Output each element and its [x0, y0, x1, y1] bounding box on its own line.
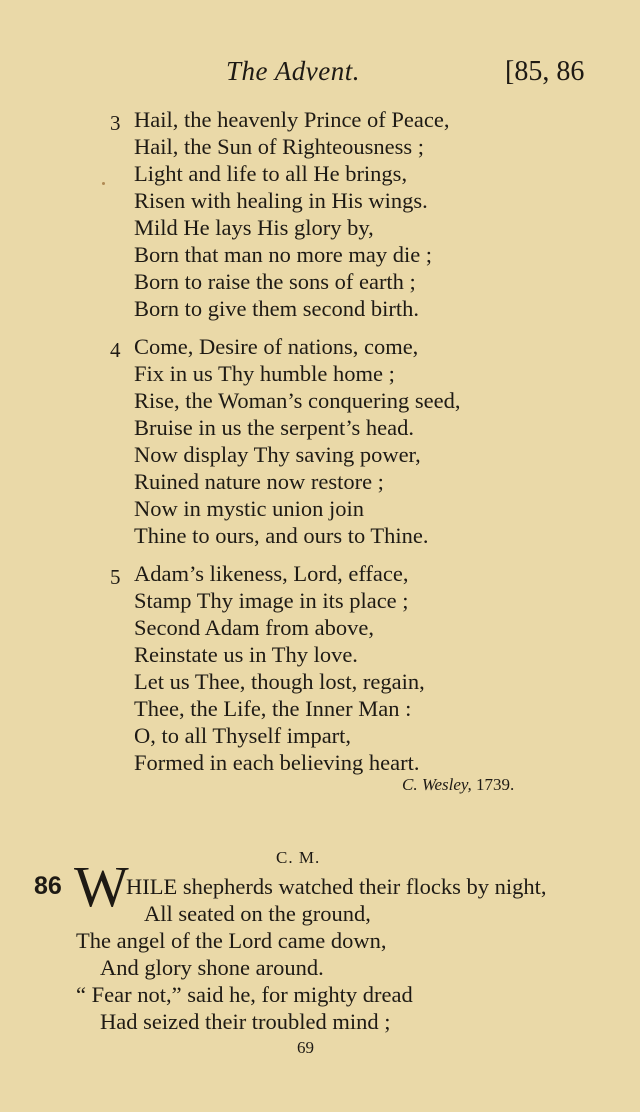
hymn-number: 86 [34, 872, 62, 900]
stanza-number: 3 [110, 111, 121, 135]
meter-label: C. M. [276, 848, 321, 867]
verse-line: Formed in each believing heart. [134, 750, 420, 775]
attribution-year: 1739. [475, 775, 515, 794]
hymn-attribution [402, 775, 514, 795]
verse-line: And glory shone around. [100, 955, 324, 980]
verse-line: Born that man no more may die ; [134, 242, 433, 267]
verse-line: Risen with healing in His wings. [134, 188, 428, 213]
verse-line: Light and life to all He brings, [134, 161, 408, 186]
verse-line: Stamp Thy image in its place ; [134, 588, 409, 613]
running-header-hymn-numbers: [85, 86 [505, 56, 585, 87]
verse-line: Let us Thee, though lost, regain, [134, 669, 425, 694]
verse-line: All seated on the ground, [144, 901, 371, 926]
verse-line: Come, Desire of nations, come, [134, 334, 419, 359]
stanza-number: 5 [110, 565, 121, 589]
verse-line: Adam’s likeness, Lord, efface, [134, 561, 409, 586]
verse-line: Mild He lays His glory by, [134, 215, 374, 240]
running-header-title: The Advent. [226, 56, 360, 86]
verse-line: Second Adam from above, [134, 615, 374, 640]
attribution-author: C. Wesley, [402, 775, 472, 794]
verse-line: Ruined nature now restore ; [134, 469, 384, 494]
verse-line: Reinstate us in Thy love. [134, 642, 358, 667]
verse-line: Bruise in us the serpent’s head. [134, 415, 414, 440]
verse-line: Had seized their troubled mind ; [100, 1009, 391, 1034]
stanza-number: 4 [110, 338, 121, 362]
verse-line: Born to give them second birth. [134, 296, 419, 321]
verse-line: Now display Thy saving power, [134, 442, 421, 467]
verse-line: “ Fear not,” said he, for mighty dread [76, 982, 413, 1007]
paper-speck [102, 182, 105, 185]
page-number: 69 [297, 1038, 314, 1057]
verse-line: Fix in us Thy humble home ; [134, 361, 395, 386]
verse-line: Thee, the Life, the Inner Man : [134, 696, 412, 721]
verse-line: Now in mystic union join [134, 496, 364, 521]
verse-line: Born to raise the sons of earth ; [134, 269, 416, 294]
verse-line: Hail, the Sun of Righteousness ; [134, 134, 424, 159]
verse-line: Hail, the heavenly Prince of Peace, [134, 107, 450, 132]
verse-line: O, to all Thyself impart, [134, 723, 352, 748]
verse-line: Thine to ours, and ours to Thine. [134, 523, 429, 548]
verse-line: The angel of the Lord came down, [76, 928, 387, 953]
verse-line: Rise, the Woman’s conquering seed, [134, 388, 461, 413]
drop-cap: W [74, 854, 129, 919]
verse-line: HILE shepherds watched their flocks by night, [126, 874, 547, 899]
